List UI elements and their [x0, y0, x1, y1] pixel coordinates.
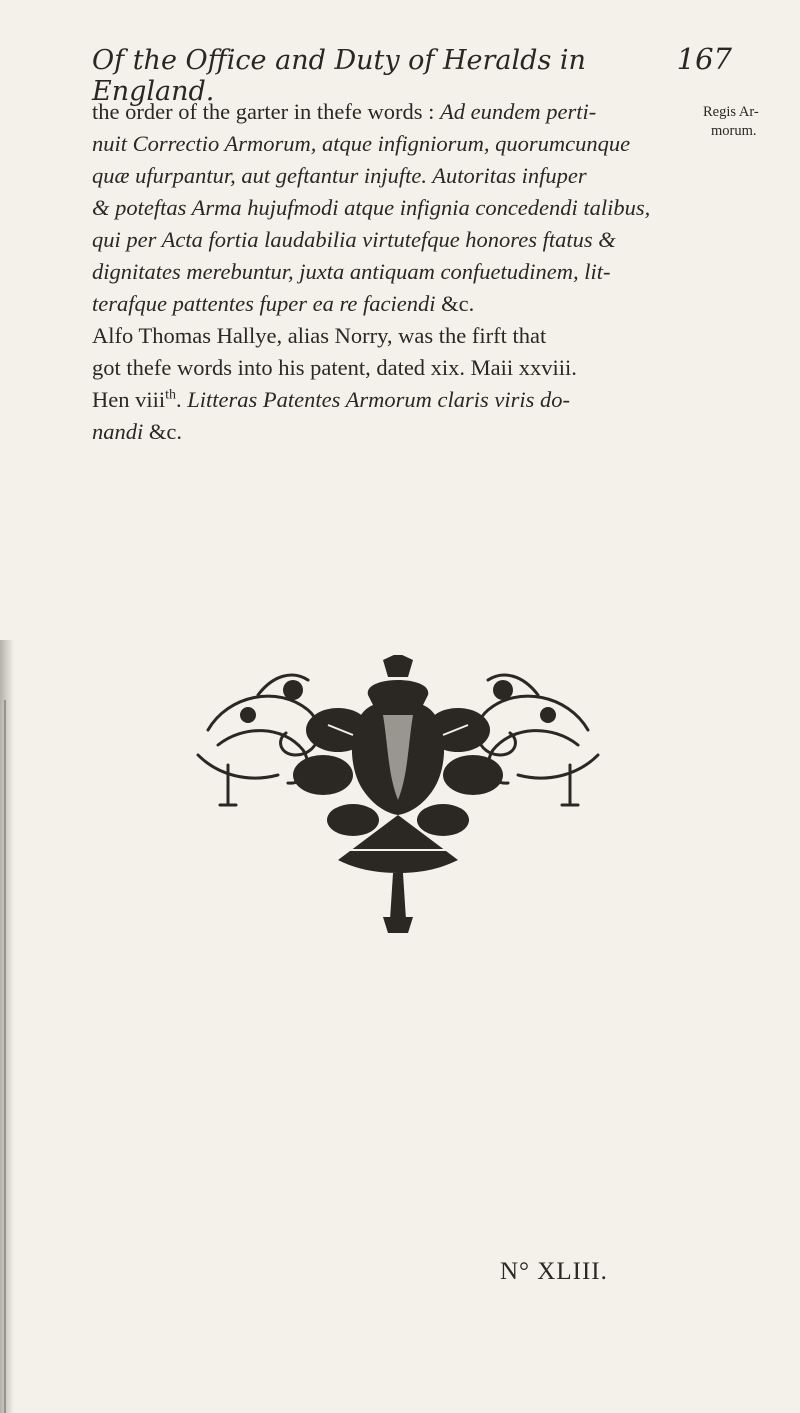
text-span: Hen viii	[92, 387, 166, 412]
text-line	[92, 99, 596, 124]
running-title: Of the Office and Duty of Heralds in England.	[92, 45, 586, 107]
text-span: .	[176, 387, 188, 412]
latin-span: Litteras Patentes Armorum claris viris do-	[187, 387, 570, 412]
margin-note	[703, 103, 793, 141]
catchword: N° XLIII.	[500, 1258, 608, 1285]
paragraph-first	[92, 96, 692, 320]
foliate-vase-tailpiece-icon	[188, 655, 608, 945]
text-span: &c.	[441, 291, 475, 316]
latin-span: terafque pattentes fuper ea re faciendi	[92, 291, 442, 316]
latin-line: dignitates merebuntur, juxta antiquam confuetudinem, lit-	[92, 259, 611, 284]
text-line: Alfo Thomas Hallye, alias Norry, was the firft that	[92, 323, 547, 348]
latin-span: nandi	[92, 419, 149, 444]
text-line	[92, 387, 570, 412]
latin-span: Ad eundem perti-	[440, 99, 597, 124]
text-span: &c.	[148, 419, 183, 444]
text-line	[92, 291, 474, 316]
margin-note-line: morum.	[711, 123, 757, 139]
paragraph-second	[92, 320, 692, 448]
text-span: the order of the garter in thefe words :	[92, 99, 440, 124]
binding-edge	[4, 700, 6, 1413]
margin-note-line: Regis Ar-	[703, 104, 759, 120]
latin-line: qui per Acta fortia laudabilia virtutefque honores ftatus &	[92, 227, 616, 252]
page-number: 167	[676, 42, 732, 76]
text-line: got thefe words into his patent, dated xix. Maii xxviii.	[92, 355, 577, 380]
superscript: th	[165, 387, 177, 403]
text-line	[92, 419, 182, 444]
binding-shadow	[0, 640, 14, 1413]
latin-line: nuit Correctio Armorum, atque infigniorum, quorumcunque	[92, 131, 631, 156]
body-text	[92, 96, 692, 448]
latin-line: & poteftas Arma hujufmodi atque infignia concedendi talibus,	[92, 195, 651, 220]
latin-line: quæ ufurpantur, aut geftantur injufte. Autoritas infuper	[92, 163, 587, 188]
